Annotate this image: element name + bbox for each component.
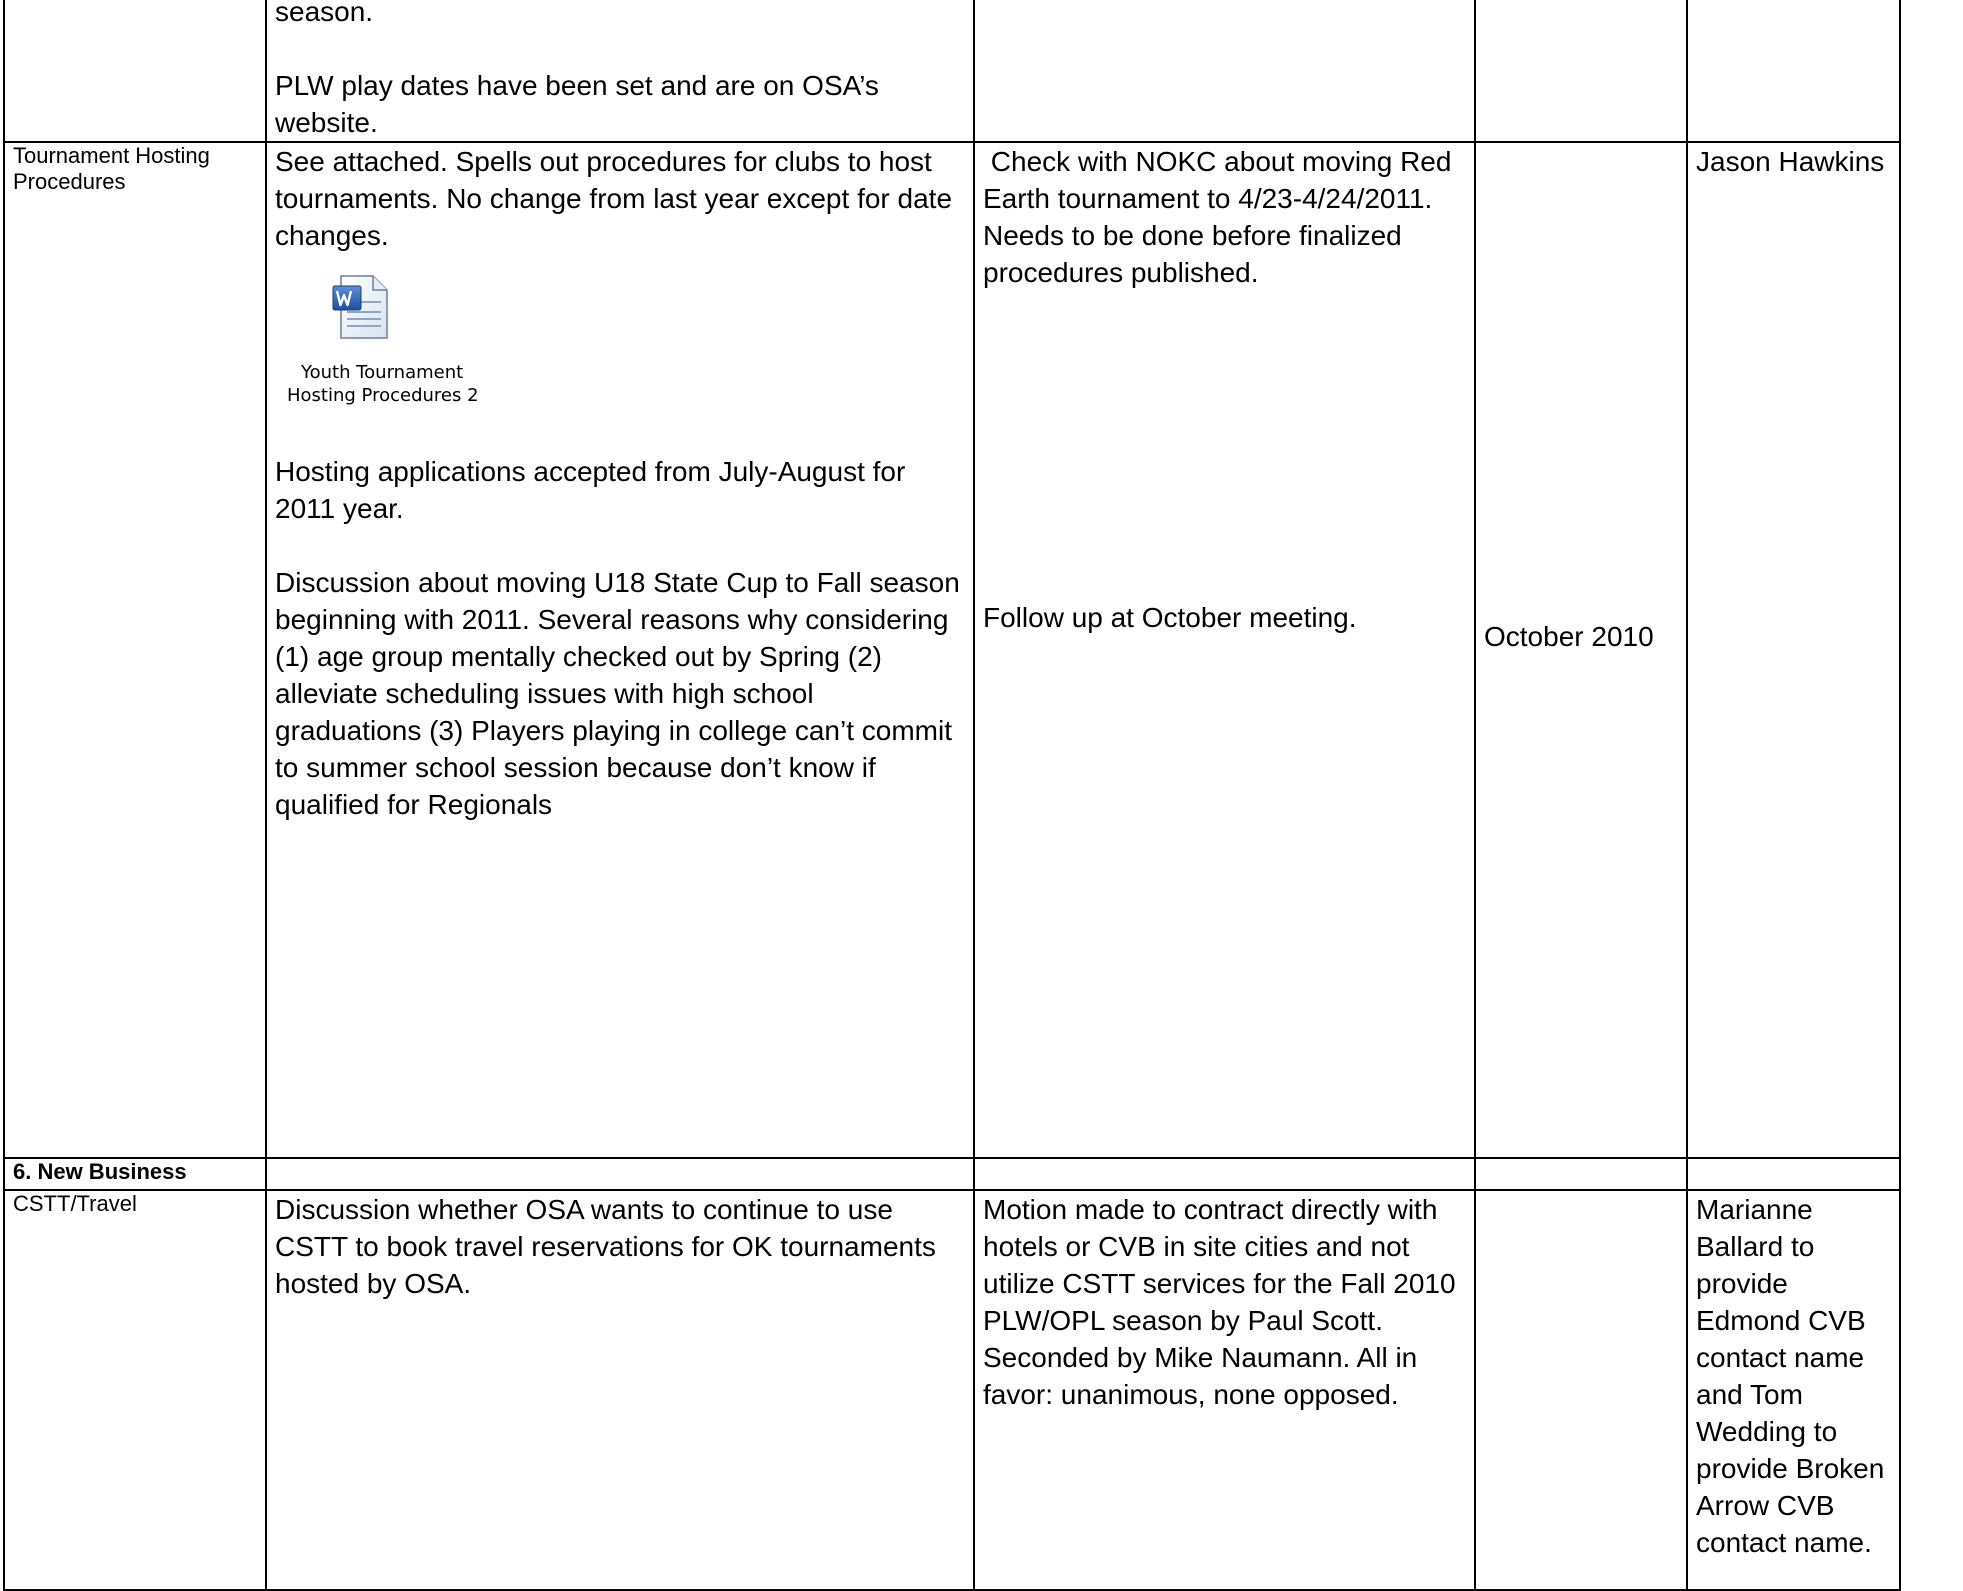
responsible-cell — [1687, 142, 1900, 1158]
table-row-cstt-travel — [4, 1190, 1900, 1590]
discussion-cell — [266, 1190, 974, 1590]
empty-cell — [974, 1158, 1475, 1190]
discussion-text: Hosting applications accepted from July-August for 2011 year. — [275, 456, 906, 524]
action-cell — [974, 0, 1475, 142]
word-document-icon — [329, 272, 393, 342]
discussion-text: PLW play dates have been set and are on OSA’s website. — [275, 70, 879, 138]
action-text: Motion made to contract directly with hotels or CVB in site cities and not utilize CSTT services for the Fall 2010 PLW/OPL season by Paul Scott. Seconded by Mike Naumann. All in favor: unanimous, none opposed. — [983, 1194, 1456, 1410]
responsible-text: Marianne Ballard to provide Edmond CVB contact name and Tom Wedding to provide Broken Arrow CVB contact name. — [1696, 1194, 1885, 1558]
responsible-text: Jason Hawkins — [1696, 146, 1885, 177]
discussion-text: See attached. Spells out procedures for clubs to host tournaments. No change from last year except for date changes. — [275, 146, 953, 251]
empty-cell — [266, 1158, 974, 1190]
due-date-cell — [1475, 1190, 1687, 1590]
discussion-cell — [266, 0, 974, 142]
due-date-text: October 2010 — [1484, 621, 1654, 652]
due-date-cell — [1475, 142, 1687, 1158]
responsible-cell — [1687, 0, 1900, 142]
table-row-section-heading — [4, 1158, 1900, 1190]
action-cell — [974, 1190, 1475, 1590]
topic-label: CSTT/Travel — [13, 1191, 137, 1216]
action-text: Follow up at October meeting. — [983, 602, 1357, 633]
discussion-text: season. — [275, 0, 374, 27]
due-date-cell — [1475, 0, 1687, 142]
action-cell — [974, 142, 1475, 1158]
minutes-table — [3, 0, 1901, 1591]
table-row-tournament-hosting — [4, 142, 1900, 1158]
attachment-label-line: Youth Tournament — [301, 362, 464, 383]
action-text: Check with NOKC about moving Red Earth tournament to 4/23-4/24/2011. Needs to be done before finalized procedures published. — [983, 146, 1460, 288]
topic-cell — [4, 0, 266, 142]
attachment-youth-tournament-hosting[interactable] — [287, 272, 547, 407]
attachment-label — [287, 361, 547, 407]
section-heading-cell — [4, 1158, 266, 1190]
discussion-cell — [266, 142, 974, 1158]
topic-cell — [4, 1190, 266, 1590]
discussion-text: Discussion whether OSA wants to continue to use CSTT to book travel reservations for OK tournaments hosted by OSA. — [275, 1194, 936, 1299]
attachment-label-line: Hosting Procedures 2 — [287, 385, 479, 406]
empty-cell — [1687, 1158, 1900, 1190]
topic-label: Tournament Hosting Procedures — [13, 143, 210, 194]
discussion-text: Discussion about moving U18 State Cup to Fall season beginning with 2011. Several reasons why considering (1) age group mentally checked out by Spring (2) alleviate scheduling issues with high school graduations (3) Players playing in college can’t commit to summer school session because don’t know if qualified for Regionals — [275, 567, 960, 820]
table-row-continuation — [4, 0, 1900, 142]
empty-cell — [1475, 1158, 1687, 1190]
topic-cell — [4, 142, 266, 1158]
section-heading: 6. New Business — [13, 1159, 187, 1184]
responsible-cell — [1687, 1190, 1900, 1590]
